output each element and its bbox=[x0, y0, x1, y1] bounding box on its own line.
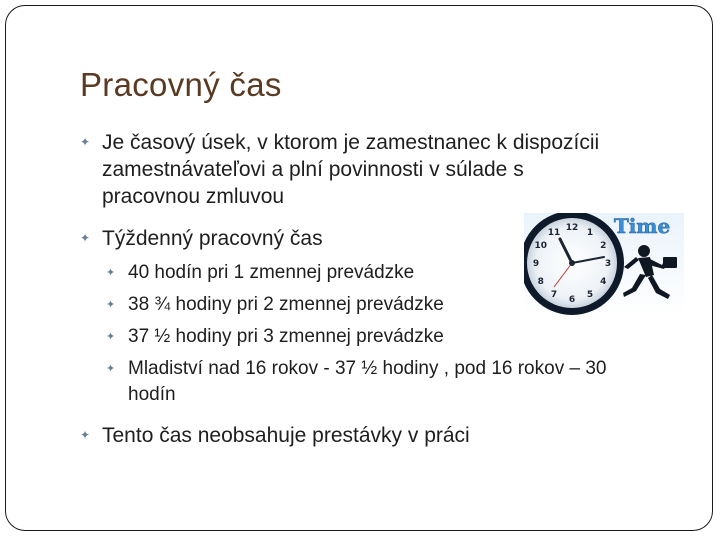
bullet-text: Týždenný pracovný čas bbox=[102, 227, 323, 250]
sub-bullet-minors bbox=[106, 356, 696, 408]
sub-bullet-38-hours bbox=[106, 292, 526, 318]
clock-number: 5 bbox=[586, 290, 594, 301]
sub-bullet-37-hours bbox=[106, 324, 526, 350]
clock-number: 9 bbox=[532, 259, 540, 269]
bullet-weekly-work-time bbox=[80, 225, 524, 252]
bullet-work-time-definition bbox=[80, 129, 684, 210]
clock-number: 3 bbox=[604, 259, 612, 269]
bullet-breaks-note bbox=[80, 422, 684, 449]
bullet-text: Tento čas neobsahuje prestávky v práci bbox=[102, 424, 470, 447]
bullet-marker-icon: ✦ bbox=[106, 330, 116, 343]
bullet-marker-icon: ✦ bbox=[106, 362, 116, 375]
clock-number: 8 bbox=[537, 277, 544, 287]
slide-title: Pracovný čas bbox=[80, 66, 282, 103]
bullet-marker-icon: ✦ bbox=[80, 231, 91, 245]
bullet-line: pracovnou zmluvou bbox=[102, 185, 285, 208]
bullet-marker-icon: ✦ bbox=[106, 298, 116, 311]
clock-number: 11 bbox=[547, 227, 561, 238]
clock-number: 4 bbox=[600, 277, 607, 287]
clock-number: 12 bbox=[565, 223, 579, 233]
bullet-marker-icon: ✦ bbox=[80, 428, 91, 442]
sub-bullet-line: hodín bbox=[128, 384, 176, 405]
sub-bullet-text: 37 ½ hodiny pri 3 zmennej prevádzke bbox=[128, 326, 444, 347]
slide bbox=[5, 5, 713, 531]
bullet-marker-icon: ✦ bbox=[80, 135, 91, 149]
clock-number: 10 bbox=[534, 241, 548, 251]
sub-bullet-text: 40 hodín pri 1 zmennej prevádzke bbox=[128, 262, 415, 283]
sub-bullet-40-hours bbox=[106, 260, 526, 286]
bullet-marker-icon: ✦ bbox=[106, 266, 116, 279]
clock-number: 1 bbox=[586, 227, 594, 238]
time-word: Time bbox=[613, 214, 671, 238]
clock-runner-illustration bbox=[524, 213, 684, 317]
clock-number: 7 bbox=[550, 290, 558, 301]
clock-number: 6 bbox=[568, 295, 576, 305]
bullet-line: Je časový úsek, v ktorom je zamestnanec k dispozícii bbox=[102, 131, 600, 154]
clock-number: 2 bbox=[600, 241, 607, 251]
sub-bullet-text: 38 ¾ hodiny pri 2 zmennej prevádzke bbox=[128, 294, 444, 315]
time-clock-image bbox=[524, 213, 684, 317]
bullet-line: zamestnávateľovi a plní povinnosti v súlade s bbox=[102, 158, 524, 181]
sub-bullet-line: Mladiství nad 16 rokov - 37 ½ hodiny , pod 16 rokov – 30 bbox=[128, 358, 607, 379]
